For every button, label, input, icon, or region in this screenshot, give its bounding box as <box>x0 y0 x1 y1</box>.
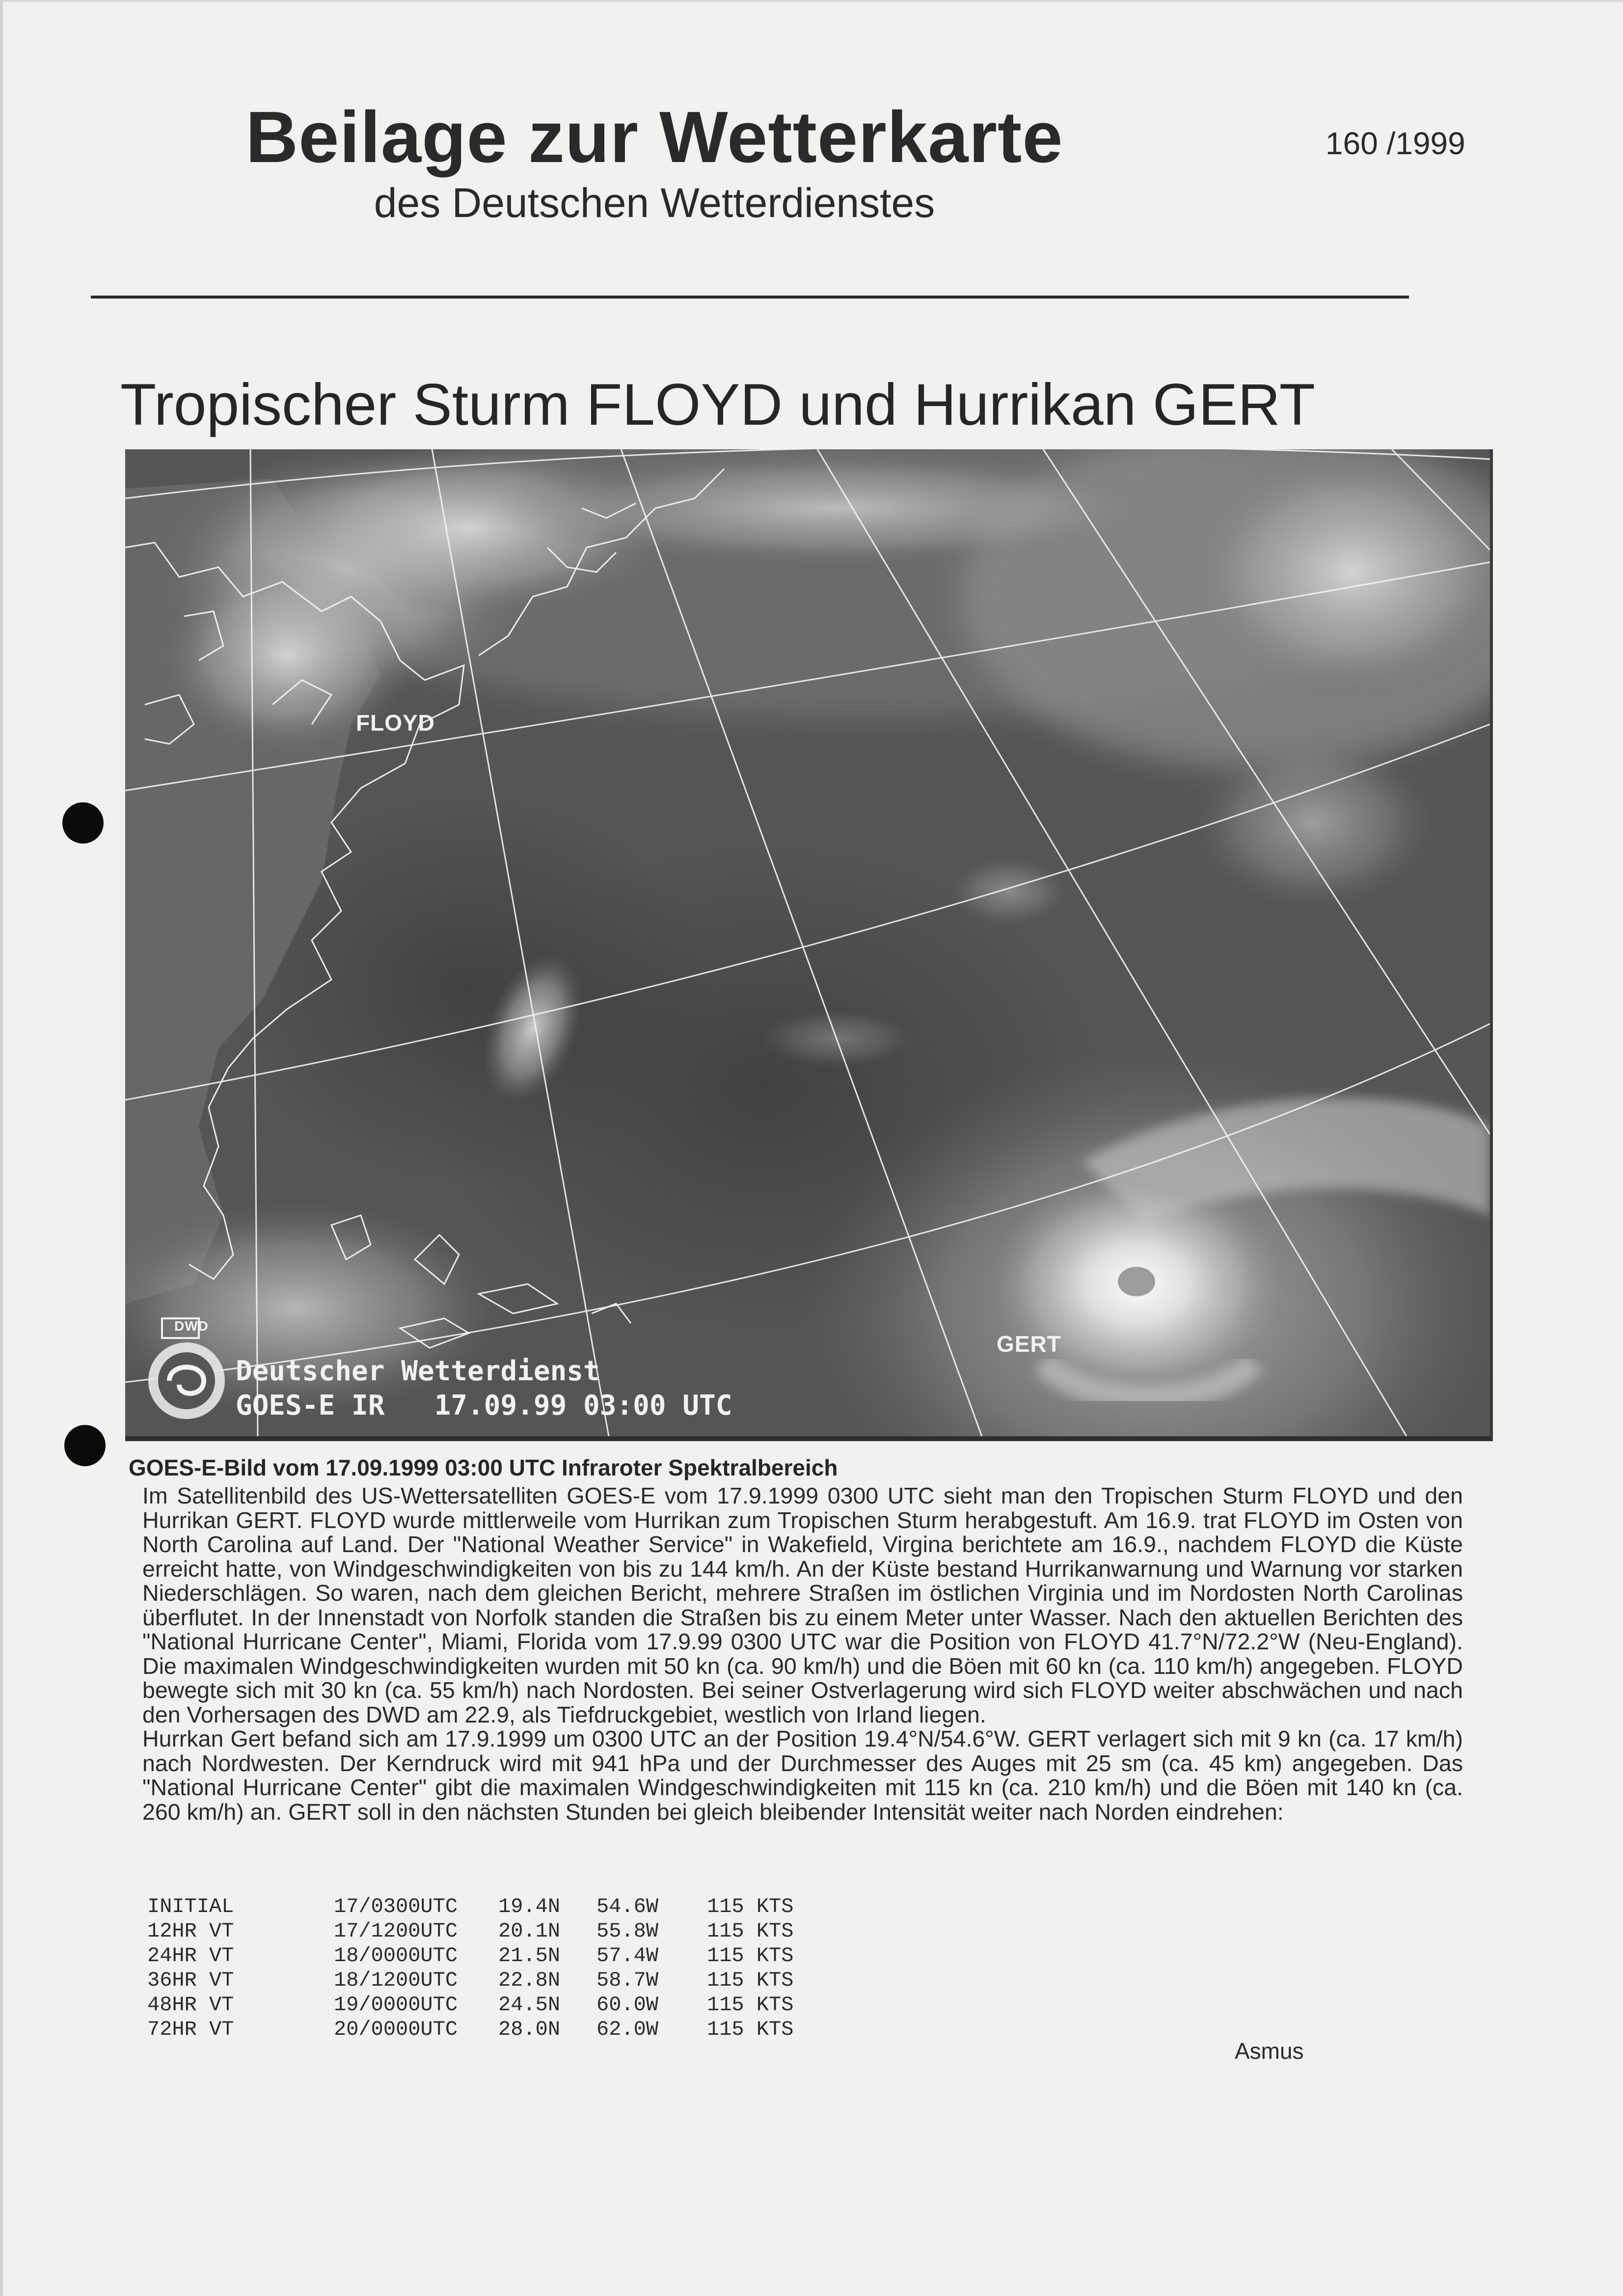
issue-number: 160 /1999 <box>1325 126 1465 161</box>
label-gert: GERT <box>997 1331 1061 1357</box>
forecast-lat: 19.4N <box>498 1895 561 1918</box>
forecast-datetime: 19/0000UTC <box>334 1993 458 2017</box>
label-floyd: FLOYD <box>356 710 435 736</box>
forecast-time: 12HR VT <box>147 1919 234 1943</box>
image-caption: GOES-E-Bild vom 17.09.1999 03:00 UTC Infraroter Spektralbereich <box>129 1455 838 1480</box>
forecast-time: 36HR VT <box>147 1968 234 1992</box>
document-subtitle: des Deutschen Wetterdienstes <box>374 180 935 226</box>
forecast-row <box>147 1993 793 2017</box>
forecast-lon: 57.4W <box>596 1944 659 1968</box>
forecast-datetime: 17/0300UTC <box>334 1895 458 1918</box>
forecast-row <box>147 1919 793 1943</box>
forecast-wind: 115 KTS <box>707 1944 794 1968</box>
forecast-lon: 54.6W <box>596 1895 659 1918</box>
forecast-datetime: 20/0000UTC <box>334 2018 458 2041</box>
article-body <box>142 1484 1463 1824</box>
forecast-lon: 58.7W <box>596 1968 659 1992</box>
forecast-time: 24HR VT <box>147 1944 234 1968</box>
punch-hole-bottom <box>64 1425 106 1466</box>
author: Asmus <box>1235 2038 1304 2064</box>
forecast-lon: 55.8W <box>596 1919 659 1943</box>
forecast-row <box>147 1894 793 1919</box>
forecast-wind: 115 KTS <box>707 1919 794 1943</box>
forecast-time: 48HR VT <box>147 1993 234 2017</box>
forecast-datetime: 17/1200UTC <box>334 1919 458 1943</box>
document-title: Beilage zur Wetterkarte <box>245 97 1063 178</box>
header-divider <box>91 296 1409 299</box>
forecast-lon: 62.0W <box>596 2018 659 2041</box>
forecast-lat: 28.0N <box>498 2018 561 2041</box>
forecast-time: INITIAL <box>147 1895 234 1918</box>
punch-hole-top <box>62 802 104 844</box>
forecast-wind: 115 KTS <box>707 1895 794 1918</box>
forecast-wind: 115 KTS <box>707 2018 794 2041</box>
satellite-stamp-line2: GOES-E IR 17.09.99 03:00 UTC <box>236 1390 732 1421</box>
forecast-lon: 60.0W <box>596 1993 659 2017</box>
satellite-image-graphic <box>125 449 1490 1436</box>
forecast-row <box>147 1943 793 1968</box>
forecast-row <box>147 1968 793 1993</box>
forecast-datetime: 18/0000UTC <box>334 1944 458 1968</box>
satellite-image <box>125 449 1493 1441</box>
forecast-lat: 20.1N <box>498 1919 561 1943</box>
paragraph-gert: Hurrkan Gert befand sich am 17.9.1999 um 0300 UTC an der Position 19.4°N/54.6°W. GERT verlagert sich mit 9 kn (ca. 17 km/h) nach Nordwesten. Der Kerndruck wird mit 941 hPa und der Durchmesser des Auges mit 25 sm (ca. 45 km) angegeben. Das "National Hurricane Center" gibt die maximalen Windgeschwindigkeiten mit 115 kn (ca. 210 km/h) und die Böen mit 140 kn (ca. 260 km/h) an. GERT soll in den nächsten Stunden bei gleich bleibender Intensität weiter nach Norden eindrehen: <box>142 1726 1463 1825</box>
paragraph-floyd: Im Satellitenbild des US-Wettersatelliten GOES-E vom 17.9.1999 0300 UTC sieht man den Tropischen Sturm FLOYD und den Hurrikan GERT. FLOYD wurde mittlerweile vom Hurrikan zum Tropischen Sturm herabgestuft. Am 16.9. trat FLOYD im Osten von North Carolina auf Land. Der "National Weather Service" in Wakefield, Virgina berichtete am 16.9., nachdem FLOYD die Küste erreicht hatte, von Windgeschwindigkeiten von bis zu 144 km/h. An der Küste bestand Hurrikanwarnung und Warnung vor starken Niederschlägen. So waren, nach dem gleichen Bericht, mehrere Straßen im östlichen Virginia und im Nordosten North Carolinas überflutet. In der Innenstadt von Norfolk standen die Straßen bis zu einem Meter unter Wasser. Nach den aktuellen Berichten des "National Hurricane Center", Miami, Florida vom 17.9.99 0300 UTC war die Position von FLOYD 41.7°N/72.2°W (Neu-England). Die maximalen Windgeschwindigkeiten wurden mit 50 kn (ca. 90 km/h) und die Böen mit 60 kn (ca. 110 km/h) angegeben. FLOYD bewegte sich mit 30 kn (ca. 55 km/h) nach Nordosten. Bei seiner Ostverlagerung wird sich FLOYD weiter abschwächen und nach den Vorhersagen des DWD am 22.9, als Tiefdruckgebiet, westlich von Irland liegen. <box>142 1483 1463 1727</box>
forecast-lat: 24.5N <box>498 1993 561 2017</box>
forecast-wind: 115 KTS <box>707 1968 794 1992</box>
forecast-row <box>147 2017 793 2042</box>
article-headline: Tropischer Sturm FLOYD und Hurrikan GERT <box>120 372 1316 437</box>
dwd-logo-text: DWD <box>174 1318 209 1334</box>
forecast-time: 72HR VT <box>147 2018 234 2041</box>
forecast-table <box>147 1894 793 2042</box>
satellite-stamp-line1: Deutscher Wetterdienst <box>236 1355 600 1387</box>
forecast-lat: 21.5N <box>498 1944 561 1968</box>
forecast-wind: 115 KTS <box>707 1993 794 2017</box>
forecast-lat: 22.8N <box>498 1968 561 1992</box>
forecast-datetime: 18/1200UTC <box>334 1968 458 1992</box>
